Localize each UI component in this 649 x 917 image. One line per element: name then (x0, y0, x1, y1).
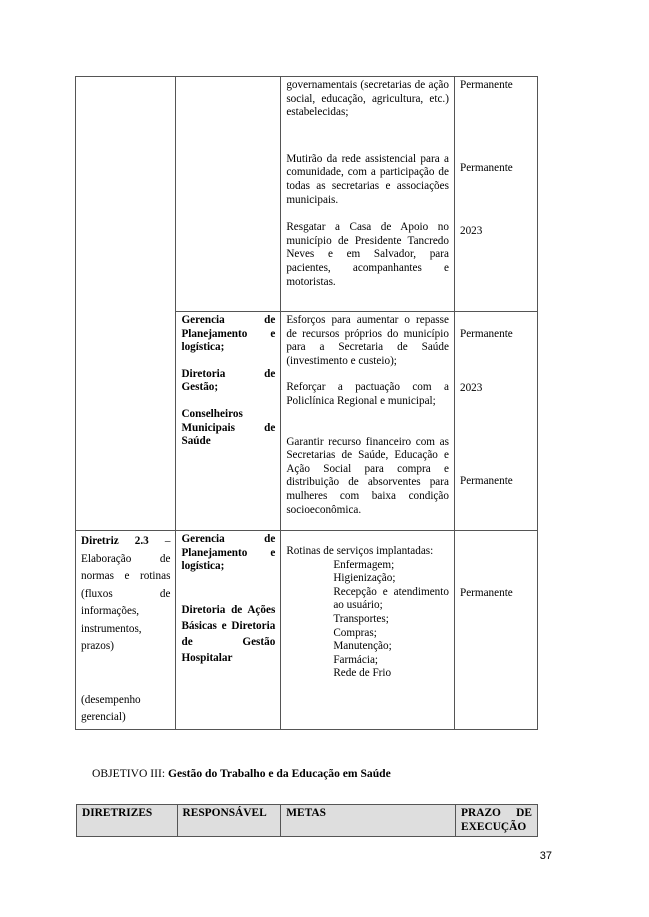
table-row (76, 531, 538, 730)
header-row (77, 805, 538, 837)
meta-item: Rede de Frio (333, 667, 392, 680)
responsavel-text: Diretoria de Ações Básicas e Diretoria de Gestão Hospitalar (181, 603, 276, 664)
metas-title: Rotinas de serviços implantadas: (286, 545, 434, 557)
prazo-cell (454, 312, 537, 531)
meta-text: governamentais (secretarias de ação social, educação, agricultura, etc.) estabelecidas; (286, 79, 449, 119)
diretriz-cell (76, 531, 176, 730)
prazo-cell (454, 531, 537, 730)
prazo-text: Permanente (459, 328, 513, 340)
meta-text: Garantir recurso financeiro com as Secretarias de Saúde, Educação e Ação Social para compra e distribuição de absorventes para mulheres com baixa condição socioeconômica. (286, 435, 449, 516)
prazo-text: Permanente (459, 79, 513, 91)
meta-item: Farmácia; (333, 653, 379, 666)
meta-text: Mutirão da rede assistencial para a comunidade, com a participação de todas as secretarias e associações municipais. (286, 152, 449, 206)
meta-item: Compras; (333, 626, 377, 639)
table-row (76, 77, 538, 312)
header-prazo: PRAZO DE EXECUÇÃO (456, 805, 538, 837)
diretriz-description: – Elaboração de normas e rotinas (fluxos de informações, instrumentos, prazos) (81, 535, 171, 652)
metas-cell (281, 531, 455, 730)
responsavel-cell (176, 77, 281, 312)
diretriz-label: Diretriz 2.3 (81, 535, 149, 547)
responsavel-text: Gerencia de Planejamento e logística; (181, 314, 276, 354)
header-responsavel: RESPONSÁVEL (177, 805, 281, 837)
meta-item: Transportes; (333, 612, 389, 625)
header-metas: METAS (281, 805, 456, 837)
prazo-text: Permanente (459, 161, 513, 174)
plan-table (75, 76, 538, 730)
meta-item: Recepção e atendimento ao usuário; (333, 585, 449, 612)
metas-cell (281, 77, 455, 312)
responsavel-text: Gerencia de Planejamento e logística; (181, 533, 276, 573)
responsavel-cell (176, 531, 281, 730)
prazo-cell (454, 77, 537, 312)
responsavel-text: Conselheiros Municipais de Saúde (181, 407, 276, 448)
meta-text: Resgatar a Casa de Apoio no município de Presidente Tancredo Neves e em Salvador, para pacientes, acompanhantes e motoristas. (286, 221, 449, 288)
meta-item: Higienização; (333, 572, 396, 585)
objetivo-prefix: OBJETIVO III: (92, 767, 168, 780)
prazo-text: Permanente (459, 587, 513, 599)
page-number: 37 (539, 850, 552, 862)
prazo-text: 2023 (459, 381, 483, 394)
meta-text: Esforços para aumentar o repasse de recursos próprios do município para a Secretaria de Saúde (investimento e custeio); (286, 314, 449, 367)
header-diretrizes: DIRETRIZES (77, 805, 178, 837)
prazo-text: 2023 (459, 225, 483, 238)
objetivo-heading (92, 767, 391, 780)
responsavel-text: Diretoria de Gestão; (181, 367, 276, 394)
meta-text: Reforçar a pactuação com a Policlínica Regional e municipal; (286, 381, 449, 407)
objetivo-title: Gestão do Trabalho e da Educação em Saúde (168, 767, 391, 780)
diretriz-cell (76, 77, 176, 531)
meta-item: Enfermagem; (333, 558, 395, 571)
header-table (76, 804, 538, 837)
metas-cell (281, 312, 455, 531)
meta-item: Manutenção; (333, 640, 392, 653)
diretriz-text (81, 533, 170, 656)
prazo-text: Permanente (459, 475, 513, 488)
responsavel-cell (176, 312, 281, 531)
diretriz-extra: (desempenho gerencial) (81, 693, 141, 723)
